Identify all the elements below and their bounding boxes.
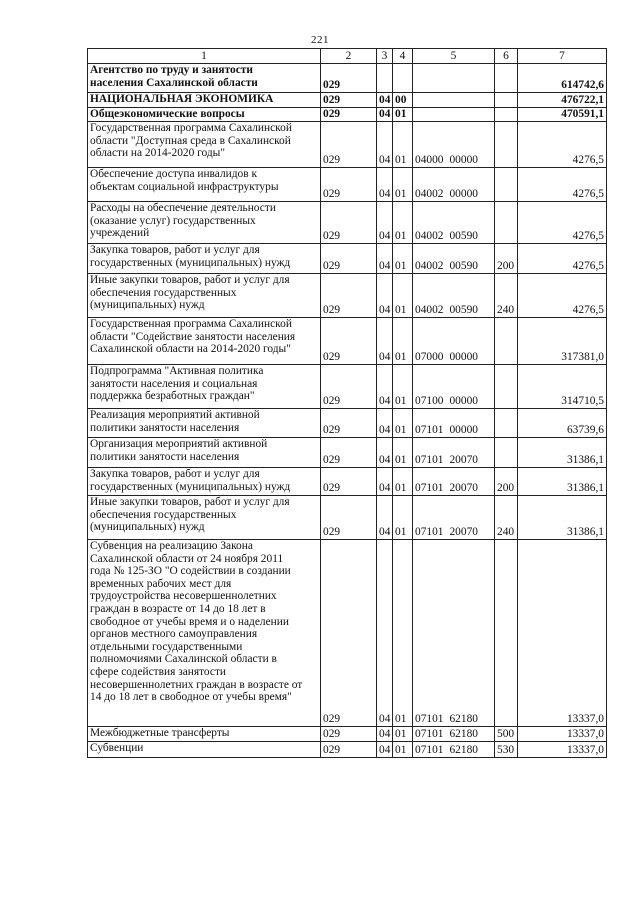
target-direction-code: 00000: [449, 424, 478, 437]
target-program-code: 07100: [415, 395, 444, 408]
target-program-code: 04002: [415, 304, 444, 317]
section-code-cell: [377, 64, 393, 93]
ministry-code-cell: 029: [321, 496, 377, 540]
target-direction-code: 00590: [449, 230, 478, 243]
target-code-cell: [413, 108, 495, 122]
row-name-cell: Иные закупки товаров, работ и услуг для обеспечения государственных (муниципальных) нужд: [88, 274, 321, 318]
row-name-cell: Организация мероприятий активной политики занятости населения: [88, 438, 321, 468]
target-direction-code: 62180: [449, 713, 478, 726]
section-code-cell: 04: [377, 93, 393, 108]
page-number: 221: [311, 34, 329, 46]
target-program-code: 07000: [415, 351, 444, 364]
target-direction-code: 00000: [449, 351, 478, 364]
section-code-cell: 04: [377, 742, 393, 758]
target-code-cell: [413, 468, 495, 496]
row-name-cell: Агентство по труду и занятости населения Сахалинской области: [88, 64, 321, 93]
subsection-code-cell: 01: [393, 438, 413, 468]
target-direction-code: 62180: [449, 744, 478, 757]
target-direction-code: 20070: [449, 526, 478, 539]
table-row: [88, 496, 607, 540]
target-code-cell: [413, 64, 495, 93]
section-code-cell: 04: [377, 318, 393, 365]
target-program-code: 07101: [415, 526, 444, 539]
column-header: 4: [393, 49, 413, 64]
target-code-cell: [413, 244, 495, 274]
expense-type-cell: 240: [495, 496, 518, 540]
target-code-cell: [413, 540, 495, 727]
target-code-cell: [413, 93, 495, 108]
target-code-cell: [413, 318, 495, 365]
target-direction-code: 20070: [449, 454, 478, 467]
amount-cell: 31386,1: [518, 496, 607, 540]
target-code-cell: [413, 438, 495, 468]
ministry-code-cell: 029: [321, 64, 377, 93]
row-name-cell: Субвенция на реализацию Закона Сахалинской области от 24 ноября 2011 года № 125-ЗО "О содействии в создании временных рабочих мест для трудоустройства несовершеннолетних граждан в возрасте от 14 до 18 лет в свободное от учебы время и о наделении органов местного самоуправления отдельными государственными полномочиями Сахалинской области в сфере содействия занятости несовершеннолетних граждан в возрасте от 14 до 18 лет в свободное от учебы время": [88, 540, 321, 727]
expense-type-cell: [495, 540, 518, 727]
ministry-code-cell: 029: [321, 540, 377, 727]
ministry-code-cell: 029: [321, 274, 377, 318]
subsection-code-cell: 01: [393, 318, 413, 365]
section-code-cell: 04: [377, 122, 393, 168]
amount-cell: 470591,1: [518, 108, 607, 122]
row-name-cell: НАЦИОНАЛЬНАЯ ЭКОНОМИКА: [88, 93, 321, 108]
subsection-code-cell: 01: [393, 742, 413, 758]
subsection-code-cell: 00: [393, 93, 413, 108]
amount-cell: 614742,6: [518, 64, 607, 93]
target-direction-code: 62180: [449, 728, 478, 741]
row-name-cell: Подпрограмма "Активная политика занятости населения и социальная поддержка безработных граждан": [88, 365, 321, 409]
amount-cell: 4276,5: [518, 122, 607, 168]
table-row: [88, 108, 607, 122]
target-direction-code: 00590: [449, 304, 478, 317]
table-row: [88, 409, 607, 438]
row-name-cell: Межбюджетные трансферты: [88, 727, 321, 742]
expense-type-cell: [495, 64, 518, 93]
ministry-code-cell: 029: [321, 365, 377, 409]
section-code-cell: 04: [377, 468, 393, 496]
row-name-cell: Закупка товаров, работ и услуг для государственных (муниципальных) нужд: [88, 244, 321, 274]
amount-cell: 317381,0: [518, 318, 607, 365]
subsection-code-cell: 01: [393, 496, 413, 540]
table-row: [88, 540, 607, 727]
column-header: 3: [377, 49, 393, 64]
table-row: [88, 468, 607, 496]
amount-cell: 13337,0: [518, 540, 607, 727]
expense-type-cell: [495, 365, 518, 409]
expense-type-cell: [495, 438, 518, 468]
section-code-cell: 04: [377, 202, 393, 244]
table-row: [88, 742, 607, 758]
target-code-cell: [413, 168, 495, 202]
subsection-code-cell: 01: [393, 168, 413, 202]
column-number-header-row: [88, 49, 607, 64]
target-code-cell: [413, 202, 495, 244]
table-row: [88, 168, 607, 202]
row-name-cell: Государственная программа Сахалинской области "Содействие занятости населения Сахалинской области на 2014-2020 годы": [88, 318, 321, 365]
section-code-cell: 04: [377, 168, 393, 202]
target-code-cell: [413, 365, 495, 409]
table-row: [88, 244, 607, 274]
ministry-code-cell: 029: [321, 202, 377, 244]
table-row: [88, 122, 607, 168]
expense-type-cell: [495, 202, 518, 244]
amount-cell: 314710,5: [518, 365, 607, 409]
section-code-cell: 04: [377, 108, 393, 122]
expense-type-cell: [495, 409, 518, 438]
row-name-cell: Закупка товаров, работ и услуг для государственных (муниципальных) нужд: [88, 468, 321, 496]
expense-type-cell: [495, 108, 518, 122]
section-code-cell: 04: [377, 496, 393, 540]
target-program-code: 07101: [415, 454, 444, 467]
target-program-code: 07101: [415, 424, 444, 437]
ministry-code-cell: 029: [321, 318, 377, 365]
expense-type-cell: [495, 168, 518, 202]
row-name-cell: Обеспечение доступа инвалидов к объектам социальной инфраструктуры: [88, 168, 321, 202]
target-program-code: 04002: [415, 188, 444, 201]
subsection-code-cell: 01: [393, 122, 413, 168]
section-code-cell: 04: [377, 438, 393, 468]
table-row: [88, 93, 607, 108]
row-name-cell: Расходы на обеспечение деятельности (оказание услуг) государственных учреждений: [88, 202, 321, 244]
target-code-cell: [413, 496, 495, 540]
subsection-code-cell: 01: [393, 727, 413, 742]
ministry-code-cell: 029: [321, 108, 377, 122]
amount-cell: 63739,6: [518, 409, 607, 438]
expense-type-cell: 500: [495, 727, 518, 742]
column-header: 2: [321, 49, 377, 64]
section-code-cell: 04: [377, 244, 393, 274]
subsection-code-cell: 01: [393, 274, 413, 318]
target-program-code: 04000: [415, 154, 444, 167]
table-row: [88, 365, 607, 409]
target-direction-code: 00000: [449, 188, 478, 201]
amount-cell: 4276,5: [518, 168, 607, 202]
ministry-code-cell: 029: [321, 742, 377, 758]
target-code-cell: [413, 742, 495, 758]
ministry-code-cell: 029: [321, 409, 377, 438]
table-row: [88, 318, 607, 365]
amount-cell: 31386,1: [518, 438, 607, 468]
target-code-cell: [413, 727, 495, 742]
subsection-code-cell: 01: [393, 202, 413, 244]
amount-cell: 13337,0: [518, 742, 607, 758]
row-name-cell: Общеэкономические вопросы: [88, 108, 321, 122]
column-header: 6: [495, 49, 518, 64]
expense-type-cell: [495, 318, 518, 365]
expense-type-cell: 200: [495, 244, 518, 274]
subsection-code-cell: 01: [393, 244, 413, 274]
target-program-code: 07101: [415, 728, 444, 741]
target-program-code: 07101: [415, 713, 444, 726]
section-code-cell: 04: [377, 409, 393, 438]
row-name-cell: Государственная программа Сахалинской области "Доступная среда в Сахалинской области на 2014-2020 годы": [88, 122, 321, 168]
amount-cell: 4276,5: [518, 202, 607, 244]
amount-cell: 4276,5: [518, 244, 607, 274]
ministry-code-cell: 029: [321, 168, 377, 202]
subsection-code-cell: 01: [393, 108, 413, 122]
row-name-cell: Субвенции: [88, 742, 321, 758]
target-direction-code: 00000: [449, 154, 478, 167]
expense-type-cell: 530: [495, 742, 518, 758]
subsection-code-cell: 01: [393, 409, 413, 438]
target-program-code: 07101: [415, 744, 444, 757]
amount-cell: 13337,0: [518, 727, 607, 742]
ministry-code-cell: 029: [321, 438, 377, 468]
target-code-cell: [413, 122, 495, 168]
subsection-code-cell: 01: [393, 365, 413, 409]
subsection-code-cell: 01: [393, 468, 413, 496]
amount-cell: 31386,1: [518, 468, 607, 496]
section-code-cell: 04: [377, 365, 393, 409]
ministry-code-cell: 029: [321, 244, 377, 274]
target-direction-code: 00590: [449, 260, 478, 273]
row-name-cell: Реализация мероприятий активной политики занятости населения: [88, 409, 321, 438]
target-program-code: 04002: [415, 230, 444, 243]
ministry-code-cell: 029: [321, 122, 377, 168]
ministry-code-cell: 029: [321, 727, 377, 742]
target-program-code: 07101: [415, 482, 444, 495]
amount-cell: 4276,5: [518, 274, 607, 318]
column-header: 5: [413, 49, 495, 64]
target-code-cell: [413, 409, 495, 438]
target-direction-code: 00000: [449, 395, 478, 408]
section-code-cell: 04: [377, 274, 393, 318]
target-direction-code: 20070: [449, 482, 478, 495]
target-code-cell: [413, 274, 495, 318]
expense-type-cell: 200: [495, 468, 518, 496]
amount-cell: 476722,1: [518, 93, 607, 108]
table-row: [88, 727, 607, 742]
table-row: [88, 202, 607, 244]
column-header: 1: [88, 49, 321, 64]
table-row: [88, 438, 607, 468]
table-row: [88, 274, 607, 318]
expense-type-cell: [495, 122, 518, 168]
table-row: [88, 64, 607, 93]
subsection-code-cell: 01: [393, 540, 413, 727]
column-header: 7: [518, 49, 607, 64]
expense-type-cell: 240: [495, 274, 518, 318]
subsection-code-cell: [393, 64, 413, 93]
section-code-cell: 04: [377, 540, 393, 727]
expense-type-cell: [495, 93, 518, 108]
ministry-code-cell: 029: [321, 93, 377, 108]
budget-table: [87, 48, 607, 758]
target-program-code: 04002: [415, 260, 444, 273]
ministry-code-cell: 029: [321, 468, 377, 496]
row-name-cell: Иные закупки товаров, работ и услуг для обеспечения государственных (муниципальных) нужд: [88, 496, 321, 540]
section-code-cell: 04: [377, 727, 393, 742]
